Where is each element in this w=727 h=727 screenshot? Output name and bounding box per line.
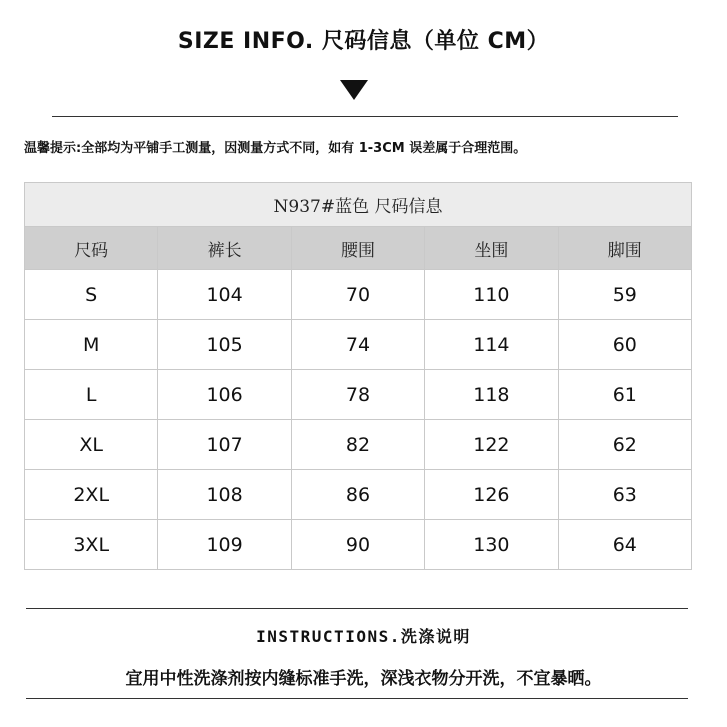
cell-leg-opening: 64 — [558, 520, 691, 570]
cell-length: 109 — [158, 520, 291, 570]
instructions-bottom-divider — [26, 698, 688, 699]
cell-size: 3XL — [25, 520, 158, 570]
cell-length: 105 — [158, 320, 291, 370]
page-title: SIZE INFO. 尺码信息（单位 CM） — [177, 29, 550, 54]
table-header-row — [25, 227, 692, 270]
table-row — [25, 420, 692, 470]
cell-waist: 86 — [291, 470, 424, 520]
down-arrow-icon — [340, 80, 368, 100]
cell-size: S — [25, 270, 158, 320]
cell-length: 104 — [158, 270, 291, 320]
cell-leg-opening: 62 — [558, 420, 691, 470]
column-header-waist: 腰围 — [291, 227, 424, 270]
column-header-length: 裤长 — [158, 227, 291, 270]
measurement-note: 温馨提示:全部均为平铺手工测量，因测量方式不同，如有 1-3CM 误差属于合理范围。 — [24, 141, 527, 156]
cell-length: 108 — [158, 470, 291, 520]
instructions-title: INSTRUCTIONS.洗涤说明 — [256, 627, 471, 646]
cell-size: 2XL — [25, 470, 158, 520]
table-row — [25, 470, 692, 520]
cell-waist: 74 — [291, 320, 424, 370]
cell-waist: 78 — [291, 370, 424, 420]
top-divider — [52, 116, 678, 117]
cell-leg-opening: 63 — [558, 470, 691, 520]
instructions-text: 宜用中性洗涤剂按内缝标准手洗，深浅衣物分开洗，不宜暴晒。 — [125, 669, 602, 689]
table-row — [25, 270, 692, 320]
instructions-top-divider — [26, 608, 688, 609]
size-table — [24, 182, 692, 570]
cell-leg-opening: 61 — [558, 370, 691, 420]
cell-hip: 114 — [425, 320, 558, 370]
table-caption-row — [25, 183, 692, 227]
cell-hip: 122 — [425, 420, 558, 470]
cell-length: 106 — [158, 370, 291, 420]
cell-waist: 70 — [291, 270, 424, 320]
cell-size: XL — [25, 420, 158, 470]
cell-waist: 82 — [291, 420, 424, 470]
cell-length: 107 — [158, 420, 291, 470]
cell-waist: 90 — [291, 520, 424, 570]
cell-hip: 110 — [425, 270, 558, 320]
cell-size: L — [25, 370, 158, 420]
cell-size: M — [25, 320, 158, 370]
cell-hip: 126 — [425, 470, 558, 520]
cell-leg-opening: 59 — [558, 270, 691, 320]
cell-hip: 118 — [425, 370, 558, 420]
table-caption: N937#蓝色 尺码信息 — [25, 183, 692, 227]
table-row — [25, 370, 692, 420]
table-row — [25, 320, 692, 370]
column-header-size: 尺码 — [25, 227, 158, 270]
column-header-hip: 坐围 — [425, 227, 558, 270]
cell-hip: 130 — [425, 520, 558, 570]
column-header-leg-opening: 脚围 — [558, 227, 691, 270]
cell-leg-opening: 60 — [558, 320, 691, 370]
table-row — [25, 520, 692, 570]
